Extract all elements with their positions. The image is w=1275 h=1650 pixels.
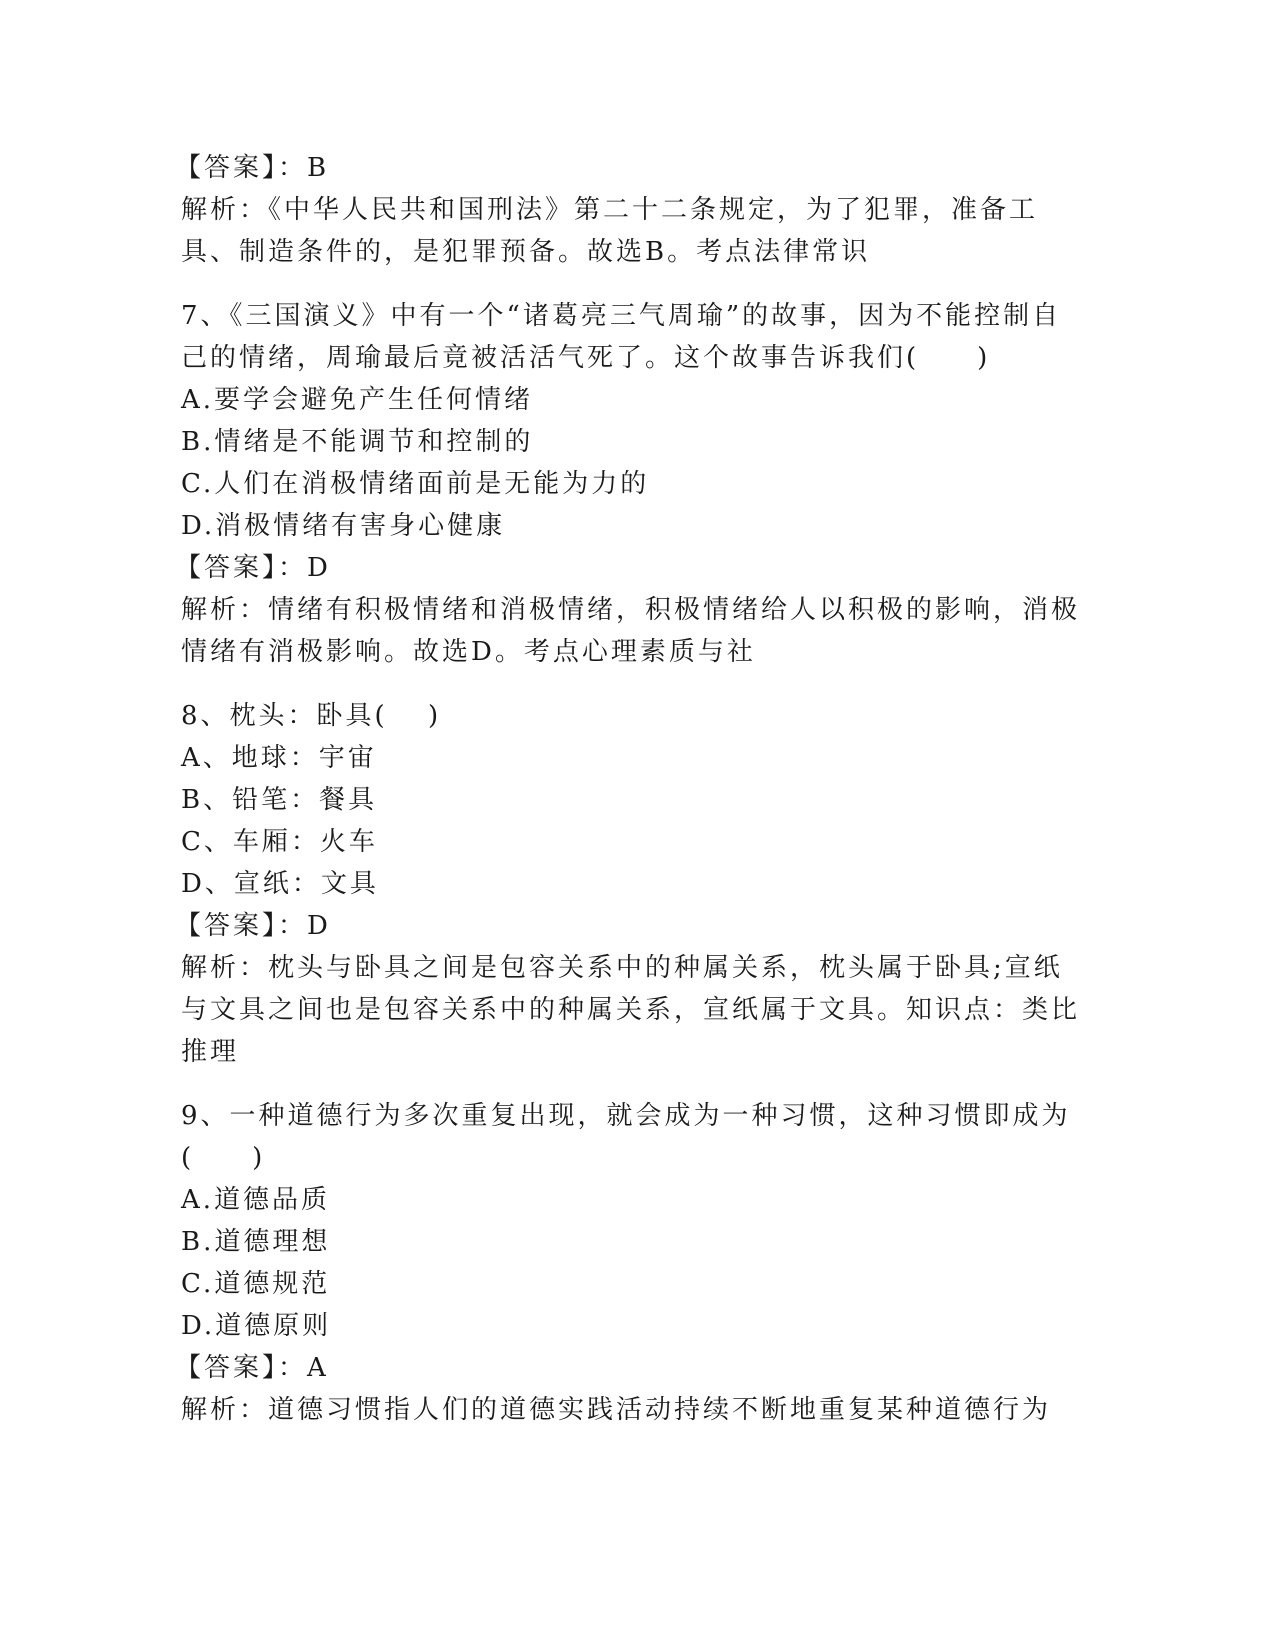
option-c: C、车厢：火车 <box>181 827 378 857</box>
question-stem: 9、一种道德行为多次重复出现，就会成为一种习惯，这种习惯即成为( ) <box>181 1101 1071 1173</box>
document-page <box>175 147 1081 1431</box>
option-b: B、铅笔：餐具 <box>181 785 378 815</box>
option-a: A、地球：宇宙 <box>181 743 377 773</box>
analysis-text: 解析：情绪有积极情绪和消极情绪，积极情绪给人以积极的影响，消极情绪有消极影响。故选D。考点心理素质与社 <box>181 595 1081 667</box>
option-b: B.情绪是不能调节和控制的 <box>181 427 534 457</box>
option-a: A.要学会避免产生任何情绪 <box>181 385 534 415</box>
option-c: C.道德规范 <box>181 1269 331 1299</box>
option-d: D.消极情绪有害身心健康 <box>181 511 506 541</box>
analysis-text: 解析：枕头与卧具之间是包容关系中的种属关系，枕头属于卧具;宣纸与文具之间也是包容关系中的种属关系，宣纸属于文具。知识点：类比推理 <box>181 953 1081 1067</box>
question-8 <box>175 695 1081 1073</box>
question-stem: 7、《三国演义》中有一个“诸葛亮三气周瑜”的故事，因为不能控制自己的情绪，周瑜最后竟被活活气死了。这个故事告诉我们( ) <box>181 301 1062 373</box>
question-7 <box>175 295 1081 673</box>
analysis-text: 解析：《中华人民共和国刑法》第二十二条规定，为了犯罪，准备工具、制造条件的，是犯罪预备。故选B。考点法律常识 <box>181 195 1039 267</box>
option-c: C.人们在消极情绪面前是无能为力的 <box>181 469 650 499</box>
answer-line: 【答案】：D <box>175 911 331 941</box>
answer-line: 【答案】：D <box>175 553 331 583</box>
option-b: B.道德理想 <box>181 1227 331 1257</box>
option-d: D.道德原则 <box>181 1311 332 1341</box>
analysis-text: 解析：道德习惯指人们的道德实践活动持续不断地重复某种道德行为 <box>181 1395 1052 1425</box>
answer-line: 【答案】：A <box>175 1353 329 1383</box>
previous-question-tail <box>175 147 1081 273</box>
question-stem: 8、枕头：卧具( ) <box>181 701 442 731</box>
question-9 <box>175 1095 1081 1431</box>
option-a: A.道德品质 <box>181 1185 331 1215</box>
answer-line: 【答案】：B <box>175 153 330 183</box>
option-d: D、宣纸：文具 <box>181 869 379 899</box>
